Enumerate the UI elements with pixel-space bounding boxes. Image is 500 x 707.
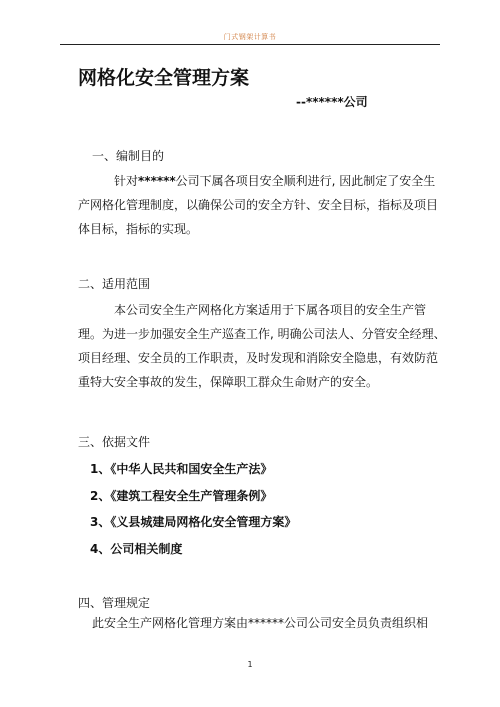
paragraph-line: 针对******公司下属各项目安全顺利进行, 因此制定了安全生 xyxy=(114,174,436,188)
paragraph-line: 产网格化管理制度，以确保公司的安全方针、安全目标，指标及项目 xyxy=(78,198,439,212)
header-watermark: 门式钢架计算书 xyxy=(223,33,277,41)
reference-item: 2、《建筑工程安全生产管理条例》 xyxy=(90,489,273,503)
reference-item: 3、《义县城建局网格化安全管理方案》 xyxy=(90,515,297,529)
paragraph-line: 本公司安全生产网格化方案适用于下属各项目的安全生产管 xyxy=(114,303,427,317)
document-title: 网格化安全管理方案 xyxy=(78,67,250,89)
paragraph-line: 重特大安全事故的发生，保障职工群众生命财产的安全。 xyxy=(78,375,379,389)
section-heading-rules: 四、管理规定 xyxy=(78,596,151,610)
paragraph-line: 理。为进一步加强安全生产巡查工作, 明确公司法人、分管安全经理、 xyxy=(78,327,446,341)
section-heading-scope: 二、适用范围 xyxy=(78,277,151,291)
header-divider xyxy=(60,44,440,45)
paragraph-line: 项目经理、安全员的工作职责，及时发现和消除安全隐患，有效防范 xyxy=(78,351,439,365)
section-heading-purpose: 一、编制目的 xyxy=(92,149,165,163)
document-subtitle: --******公司 xyxy=(296,95,368,109)
reference-item: 1、《中华人民共和国安全生产法》 xyxy=(90,462,273,476)
paragraph-line: 体目标，指标的实现。 xyxy=(78,222,199,236)
page-number: 1 xyxy=(247,660,253,669)
reference-item: 4、公司相关制度 xyxy=(90,542,183,556)
paragraph-line: 此安全生产网格化管理方案由******公司公司安全员负责组织相 xyxy=(92,616,429,630)
section-heading-references: 三、依据文件 xyxy=(78,435,151,449)
